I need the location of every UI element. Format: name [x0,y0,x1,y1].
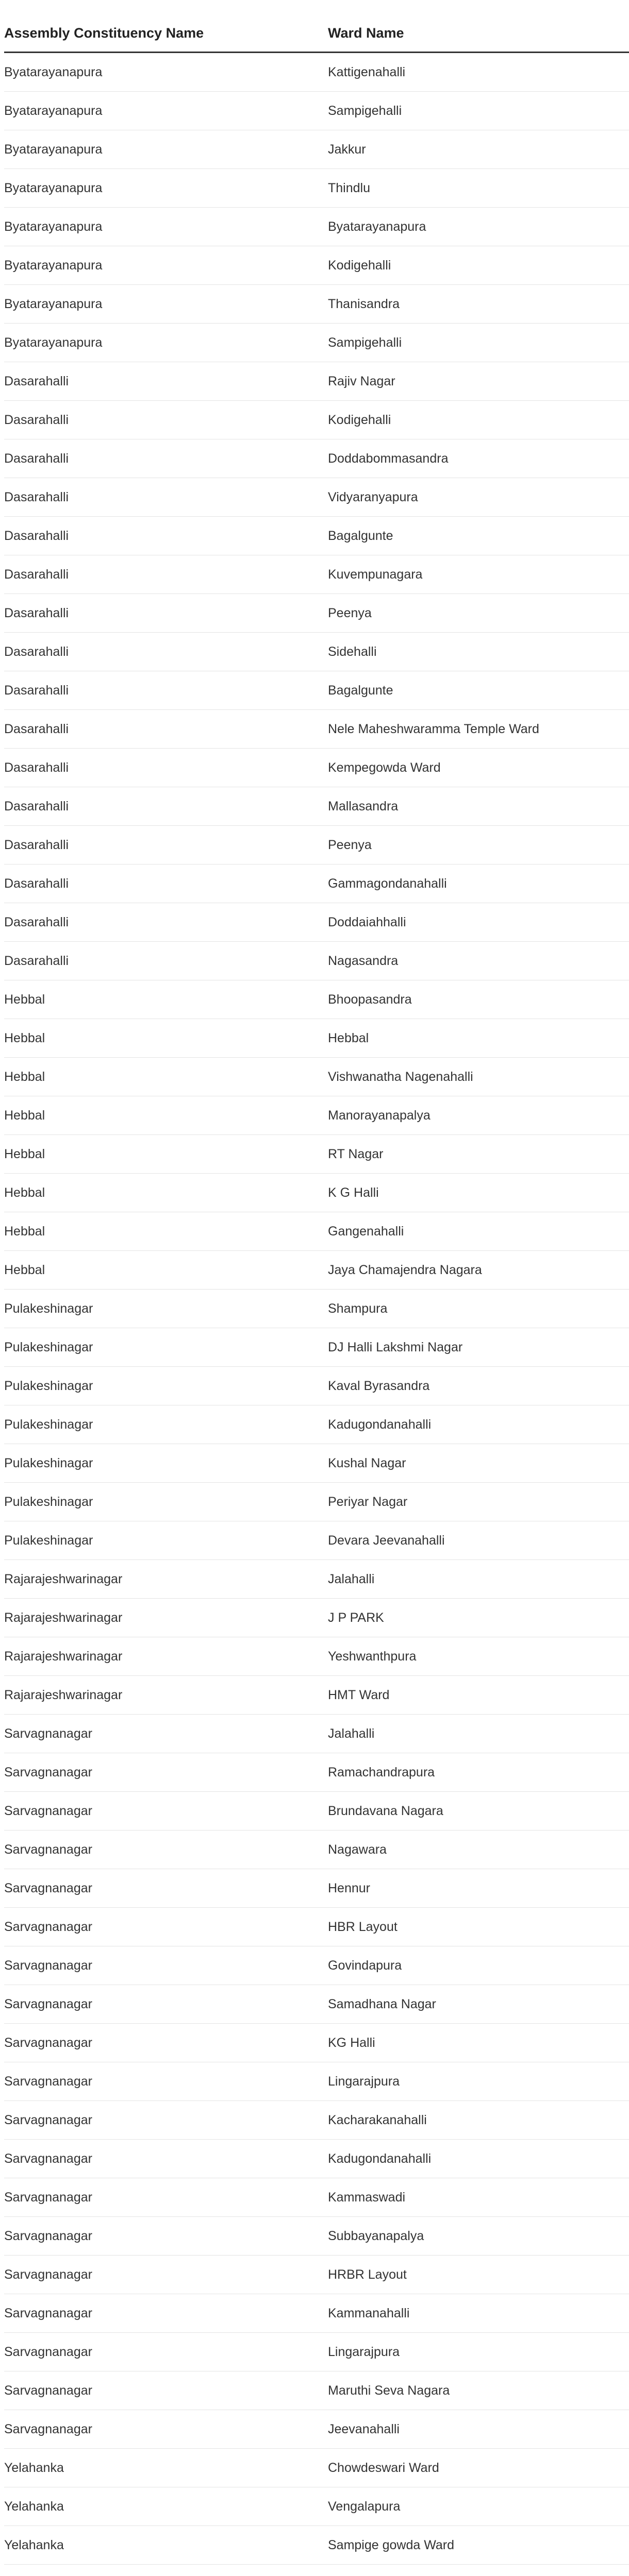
constituency-cell: Sarvagnanagar [4,2371,328,2410]
table-row [4,2410,629,2449]
ward-cell: Kodigehalli [328,246,629,285]
constituency-cell: Sarvagnanagar [4,2410,328,2449]
table-row [4,1946,629,1985]
constituency-cell: Sarvagnanagar [4,2062,328,2101]
table-row [4,1792,629,1831]
ward-cell: Kushal Nagar [328,1444,629,1483]
ward-cell: RT Nagar [328,1135,629,1174]
ward-cell: Jaya Chamajendra Nagara [328,1251,629,1290]
table-row [4,555,629,594]
constituency-cell: Hebbal [4,1174,328,1212]
constituency-cell: Byatarayanapura [4,246,328,285]
constituency-cell: Dasarahalli [4,865,328,903]
table-row [4,1521,629,1560]
table-row [4,942,629,980]
table-row [4,2178,629,2217]
table-row [4,1405,629,1444]
table-row [4,2371,629,2410]
constituency-cell [4,2565,328,2576]
table-row [4,401,629,439]
constituency-cell: Hebbal [4,1251,328,1290]
table-row [4,2526,629,2565]
table-row [4,1676,629,1715]
ward-cell: Maruthi Seva Nagara [328,2371,629,2410]
constituency-cell: Byatarayanapura [4,130,328,169]
ward-cell: Kempegowda Ward [328,749,629,787]
ward-cell: Ramachandrapura [328,1753,629,1792]
ward-cell: Hebbal [328,1019,629,1058]
constituency-cell: Rajarajeshwarinagar [4,1676,328,1715]
constituency-cell: Hebbal [4,1096,328,1135]
ward-cell: Vishwanatha Nagenahalli [328,1058,629,1096]
constituency-cell: Pulakeshinagar [4,1444,328,1483]
table-row [4,246,629,285]
table-row [4,1174,629,1212]
table-row [4,2487,629,2526]
constituency-cell: Dasarahalli [4,439,328,478]
ward-cell: Kadugondanahalli [328,1405,629,1444]
constituency-cell: Hebbal [4,1212,328,1251]
ward-cell: Hennur [328,1869,629,1908]
table-row [4,1483,629,1521]
constituency-cell: Pulakeshinagar [4,1405,328,1444]
table-row [4,2256,629,2294]
constituency-cell: Sarvagnanagar [4,2101,328,2140]
column-header-constituency[interactable]: Assembly Constituency Name [4,14,328,53]
constituency-cell: Dasarahalli [4,826,328,865]
constituency-cell: Dasarahalli [4,633,328,671]
ward-cell: Nagawara [328,1831,629,1869]
table-row [4,1058,629,1096]
ward-cell: Bagalgunte [328,517,629,555]
ward-cell: Vidyaranyapura [328,478,629,517]
table-row [4,749,629,787]
constituency-cell: Byatarayanapura [4,92,328,130]
constituency-cell: Hebbal [4,1135,328,1174]
constituency-cell: Sarvagnanagar [4,1985,328,2024]
ward-cell: Bagalgunte [328,671,629,710]
constituency-cell: Sarvagnanagar [4,2140,328,2178]
ward-cell: Sampigehalli [328,324,629,362]
constituency-cell: Sarvagnanagar [4,1715,328,1753]
constituency-cell: Sarvagnanagar [4,2178,328,2217]
table-row [4,865,629,903]
table-row [4,2449,629,2487]
ward-cell: Jalahalli [328,1715,629,1753]
table-row [4,2140,629,2178]
ward-cell: Brundavana Nagara [328,1792,629,1831]
table-body [4,53,629,2576]
ward-cell: Byatarayanapura [328,208,629,246]
table-row [4,2062,629,2101]
constituency-cell: Pulakeshinagar [4,1367,328,1405]
table-row [4,2217,629,2256]
ward-cell: Kodigehalli [328,401,629,439]
ward-cell: Yeshwanthpura [328,1637,629,1676]
constituency-cell: Pulakeshinagar [4,1483,328,1521]
constituency-cell: Dasarahalli [4,903,328,942]
constituency-cell: Dasarahalli [4,517,328,555]
ward-cell: Samadhana Nagar [328,1985,629,2024]
table-row [4,1367,629,1405]
ward-cell: Sampige gowda Ward [328,2526,629,2565]
table-row [4,2101,629,2140]
ward-cell: Rajiv Nagar [328,362,629,401]
table-row [4,2024,629,2062]
table-row [4,2333,629,2371]
ward-cell: K G Halli [328,1174,629,1212]
table-row [4,478,629,517]
ward-cell: Vengalapura [328,2487,629,2526]
constituency-cell: Rajarajeshwarinagar [4,1560,328,1599]
constituency-cell: Hebbal [4,1019,328,1058]
table-row [4,285,629,324]
ward-cell: Nele Maheshwaramma Temple Ward [328,710,629,749]
constituency-cell: Yelahanka [4,2487,328,2526]
constituency-cell: Sarvagnanagar [4,1753,328,1792]
ward-cell: Lingarajpura [328,2062,629,2101]
table-row [4,517,629,555]
table-row [4,1135,629,1174]
constituency-cell: Sarvagnanagar [4,1946,328,1985]
constituency-cell: Sarvagnanagar [4,1831,328,1869]
table-row [4,2294,629,2333]
table-row [4,1637,629,1676]
table-row [4,710,629,749]
table-row [4,1599,629,1637]
ward-cell: Thindlu [328,169,629,208]
ward-cell: Nagasandra [328,942,629,980]
constituency-cell: Byatarayanapura [4,169,328,208]
table-row [4,130,629,169]
ward-cell: Govindapura [328,1946,629,1985]
table-row [4,1019,629,1058]
header-row [4,14,629,53]
ward-cell: Kadugondanahalli [328,2140,629,2178]
constituency-cell: Sarvagnanagar [4,2256,328,2294]
ward-cell: Doddaiahhalli [328,903,629,942]
constituency-cell: Sarvagnanagar [4,2217,328,2256]
constituency-cell: Dasarahalli [4,401,328,439]
constituency-cell: Byatarayanapura [4,324,328,362]
ward-cell: Shampura [328,1290,629,1328]
table-row [4,53,629,92]
ward-cell: Gammagondanahalli [328,865,629,903]
constituency-cell: Dasarahalli [4,749,328,787]
constituency-cell: Sarvagnanagar [4,1792,328,1831]
table-row [4,1212,629,1251]
ward-cell: Peenya [328,594,629,633]
ward-cell: Kammanahalli [328,2294,629,2333]
ward-cell: Kacharakanahalli [328,2101,629,2140]
ward-table [4,14,629,2576]
constituency-cell: Byatarayanapura [4,208,328,246]
table-row [4,92,629,130]
ward-cell: Kaval Byrasandra [328,1367,629,1405]
constituency-cell: Byatarayanapura [4,53,328,92]
constituency-cell: Sarvagnanagar [4,1908,328,1946]
table-row [4,2565,629,2576]
constituency-cell: Sarvagnanagar [4,2294,328,2333]
ward-cell: Peenya [328,826,629,865]
ward-cell: Lingarajpura [328,2333,629,2371]
ward-cell: HBR Layout [328,1908,629,1946]
table-row [4,1985,629,2024]
constituency-cell: Hebbal [4,980,328,1019]
constituency-cell: Dasarahalli [4,594,328,633]
ward-cell: Bhoopasandra [328,980,629,1019]
constituency-cell: Sarvagnanagar [4,1869,328,1908]
ward-cell: Jakkur [328,130,629,169]
constituency-cell: Rajarajeshwarinagar [4,1599,328,1637]
ward-cell: Periyar Nagar [328,1483,629,1521]
table-row [4,980,629,1019]
constituency-cell: Pulakeshinagar [4,1328,328,1367]
table-row [4,903,629,942]
table-row [4,671,629,710]
table-row [4,633,629,671]
ward-cell: HMT Ward [328,1676,629,1715]
constituency-cell: Dasarahalli [4,942,328,980]
constituency-cell: Sarvagnanagar [4,2333,328,2371]
table-row [4,1096,629,1135]
table-row [4,439,629,478]
table-row [4,787,629,826]
table-row [4,1560,629,1599]
table-row [4,1753,629,1792]
ward-cell: Jeevanahalli [328,2410,629,2449]
ward-cell: J P PARK [328,1599,629,1637]
table-row [4,169,629,208]
table-row [4,1251,629,1290]
ward-cell: Kuvempunagara [328,555,629,594]
column-header-ward[interactable]: Ward Name [328,14,629,53]
ward-cell: Gangenahalli [328,1212,629,1251]
table-row [4,1715,629,1753]
ward-cell: Chowdeswari Ward [328,2449,629,2487]
ward-cell: Manorayanapalya [328,1096,629,1135]
ward-cell: Kammaswadi [328,2178,629,2217]
table-row [4,1831,629,1869]
constituency-cell: Dasarahalli [4,478,328,517]
ward-cell: Doddabommasandra [328,439,629,478]
table-header [4,14,629,53]
table-row [4,1328,629,1367]
table-row [4,1869,629,1908]
ward-cell: DJ Halli Lakshmi Nagar [328,1328,629,1367]
constituency-cell: Hebbal [4,1058,328,1096]
ward-cell: Thanisandra [328,285,629,324]
ward-cell: Mallasandra [328,787,629,826]
constituency-cell: Dasarahalli [4,555,328,594]
constituency-cell: Rajarajeshwarinagar [4,1637,328,1676]
constituency-cell: Yelahanka [4,2449,328,2487]
constituency-cell: Pulakeshinagar [4,1290,328,1328]
constituency-cell: Pulakeshinagar [4,1521,328,1560]
constituency-cell: Dasarahalli [4,671,328,710]
ward-cell: HRBR Layout [328,2256,629,2294]
ward-cell: Subbayanapalya [328,2217,629,2256]
constituency-cell: Dasarahalli [4,362,328,401]
constituency-cell: Byatarayanapura [4,285,328,324]
table-row [4,208,629,246]
constituency-cell: Yelahanka [4,2526,328,2565]
table-row [4,826,629,865]
constituency-cell: Dasarahalli [4,710,328,749]
ward-cell: Sampigehalli [328,92,629,130]
table-row [4,1444,629,1483]
table-row [4,594,629,633]
constituency-cell: Dasarahalli [4,787,328,826]
table-row [4,324,629,362]
ward-cell: Sidehalli [328,633,629,671]
table-row [4,362,629,401]
ward-cell: Jalahalli [328,1560,629,1599]
ward-cell: KG Halli [328,2024,629,2062]
ward-cell [328,2565,629,2576]
ward-cell: Kattigenahalli [328,53,629,92]
constituency-cell: Sarvagnanagar [4,2024,328,2062]
table-row [4,1908,629,1946]
table-row [4,1290,629,1328]
ward-cell: Devara Jeevanahalli [328,1521,629,1560]
